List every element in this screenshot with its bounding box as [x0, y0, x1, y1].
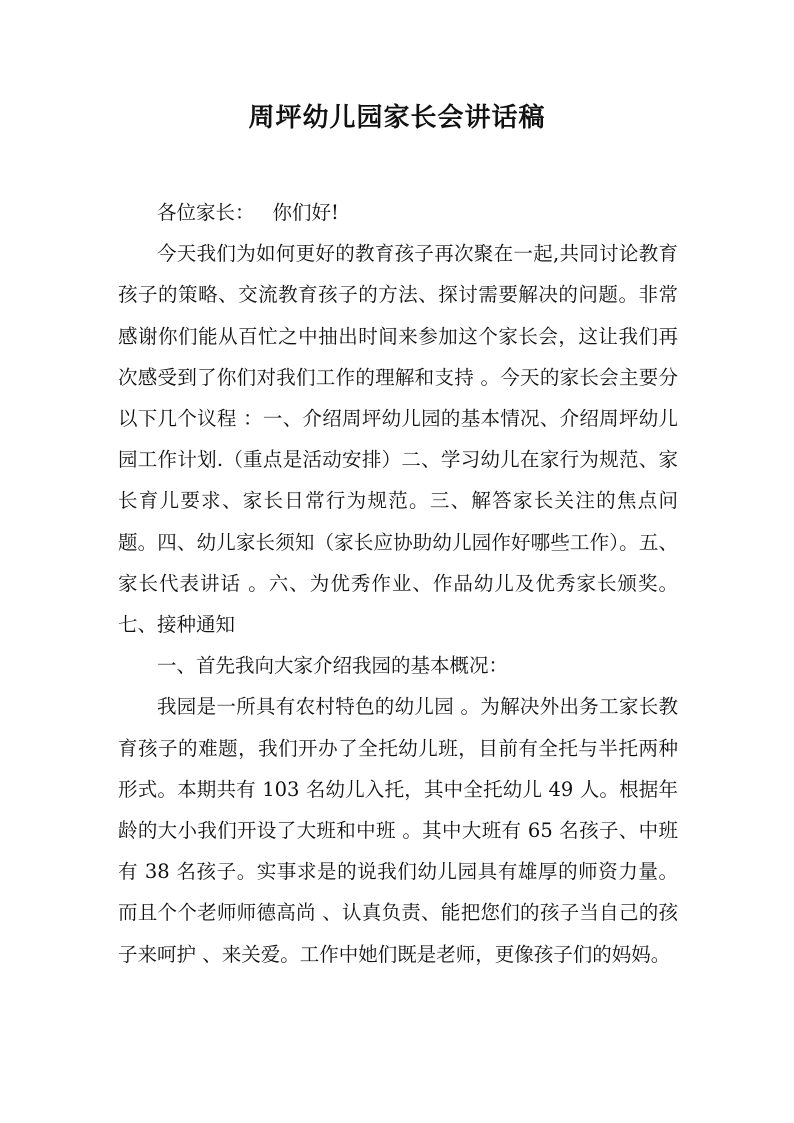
greeting-salutation: 各位家长：	[157, 201, 255, 224]
paragraph-overview: 我园是一所具有农村特色的幼儿园 。为解决外出务工家长教育孩子的难题，我们开办了全托幼儿班，目前有全托与半托两种形式。本期共有 103 名幼儿入托，其中全托幼儿 49 人。根据年龄的大小我们开设了大班和中班 。其中大班有 65 名孩子、中班有 38 名孩子。实事求是的说我们幼儿园具有雄厚的师资力量。而且个个老师师德高尚 、认真负责、能把您们的孩子当自己的孩子来呵护 、来关爱。工作中她们既是老师，更像孩子们的妈妈。	[118, 695, 678, 966]
greeting-hello: 你们好!	[272, 201, 339, 224]
document-title: 周坪幼儿园家长会讲话稿	[248, 103, 546, 133]
paragraph-intro: 今天我们为如何更好的教育孩子再次聚在一起,共同讨论教育孩子的策略、交流教育孩子的方法、探讨需要解决的问题。非常感谢你们能从百忙之中抽出时间来参加这个家长会，这让我们再次感受到了你们对我们工作的理解和支持 。今天的家长会主要分以下几个议程 ：一、介绍周坪幼儿园的基本情况、介绍周坪幼儿园工作计划.（重点是活动安排）二、学习幼儿在家行为规范、家长育儿要求、家长日常行为规范。三、解答家长关注的焦点问题。四、幼儿家长须知（家长应协助幼儿园作好哪些工作）。五、家长代表讲话 。六、为优秀作业、作品幼儿及优秀家长颁奖。七、接种通知	[118, 242, 678, 637]
document-body	[118, 192, 678, 975]
greeting-line	[118, 192, 678, 233]
paragraph-section-heading: 一、首先我向大家介绍我园的基本概况：	[157, 654, 509, 678]
